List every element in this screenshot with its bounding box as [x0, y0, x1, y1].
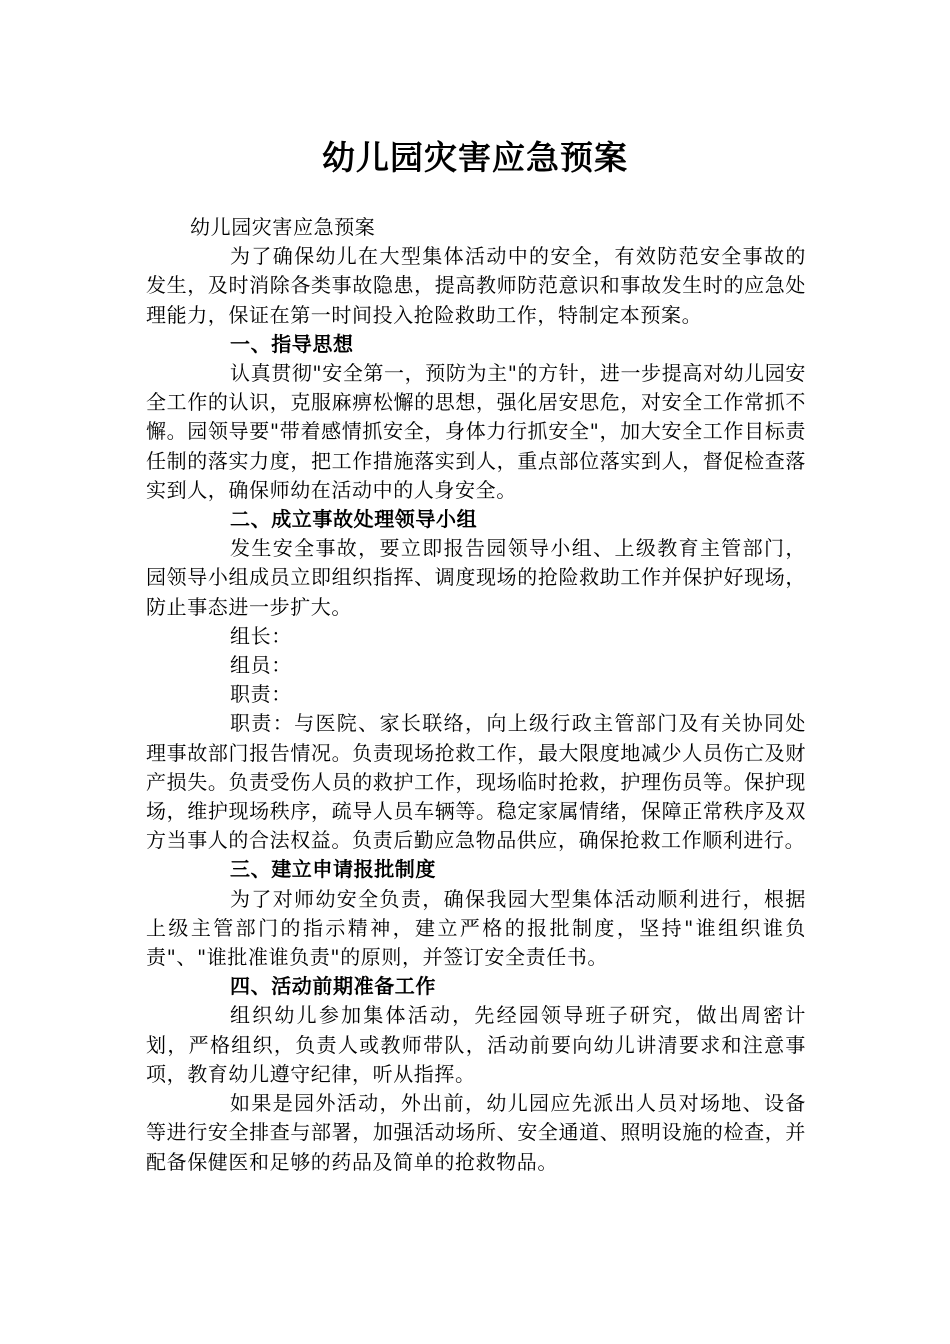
preparation-paragraph-2: 如果是园外活动，外出前，幼儿园应先派出人员对场地、设备等进行安全排查与部署，加强活动场所、安全通道、照明设施的检查，并配备保健医和足够的药品及简单的抢救物品。 [146, 1091, 806, 1174]
duties-paragraph: 职责：与医院、家长联络，向上级行政主管部门及有关协同处理事故部门报告情况。负责现场抢救工作，最大限度地减少人员伤亡及财产损失。负责受伤人员的救护工作，现场临时抢救，护理伤员等。保护现场，维护现场秩序，疏导人员车辆等。稳定家属情绪，保障正常秩序及双方当事人的合法权益。负责后勤应急物品供应，确保抢救工作顺利进行。 [146, 711, 806, 853]
intro-paragraph: 为了确保幼儿在大型集体活动中的安全，有效防范安全事故的发生，及时消除各类事故隐患，提高教师防范意识和事故发生时的应急处理能力，保证在第一时间投入抢险救助工作，特制定本预案。 [146, 244, 806, 327]
section-heading-guiding-thought: 一、指导思想 [230, 331, 354, 356]
group-members-line: 组员： [230, 653, 292, 678]
group-leader-line: 组长： [230, 623, 292, 648]
document-body [146, 213, 806, 1177]
leadership-group-paragraph: 发生安全事故，要立即报告园领导小组、上级教育主管部门，园领导小组成员立即组织指挥、调度现场的抢险救助工作并保护好现场，防止事态进一步扩大。 [146, 536, 806, 619]
approval-system-paragraph: 为了对师幼安全负责，确保我园大型集体活动顺利进行，根据上级主管部门的指示精神，建立严格的报批制度，坚持"谁组织谁负责"、"谁批准谁负责"的原则，并签订安全责任书。 [146, 886, 806, 970]
document-subtitle: 幼儿园灾害应急预案 [190, 215, 376, 239]
document-title: 幼儿园灾害应急预案 [322, 138, 628, 177]
section-heading-approval-system: 三、建立申请报批制度 [230, 857, 436, 882]
duty-label-line: 职责： [230, 682, 292, 707]
section-heading-leadership-group: 二、成立事故处理领导小组 [230, 507, 478, 532]
section-heading-preparation: 四、活动前期准备工作 [230, 974, 436, 999]
guiding-thought-paragraph: 认真贯彻"安全第一，预防为主"的方针，进一步提高对幼儿园安全工作的认识，克服麻痹松懈的思想，强化居安思危，对安全工作常抓不懈。园领导要"带着感情抓安全，身体力行抓安全"，加大安全工作目标责任制的落实力度，把工作措施落实到人，重点部位落实到人，督促检查落实到人，确保师幼在活动中的人身安全。 [146, 361, 806, 502]
preparation-paragraph-1: 组织幼儿参加集体活动，先经园领导班子研究，做出周密计划，严格组织，负责人或教师带队，活动前要向幼儿讲清要求和注意事项，教育幼儿遵守纪律，听从指挥。 [146, 1003, 806, 1086]
